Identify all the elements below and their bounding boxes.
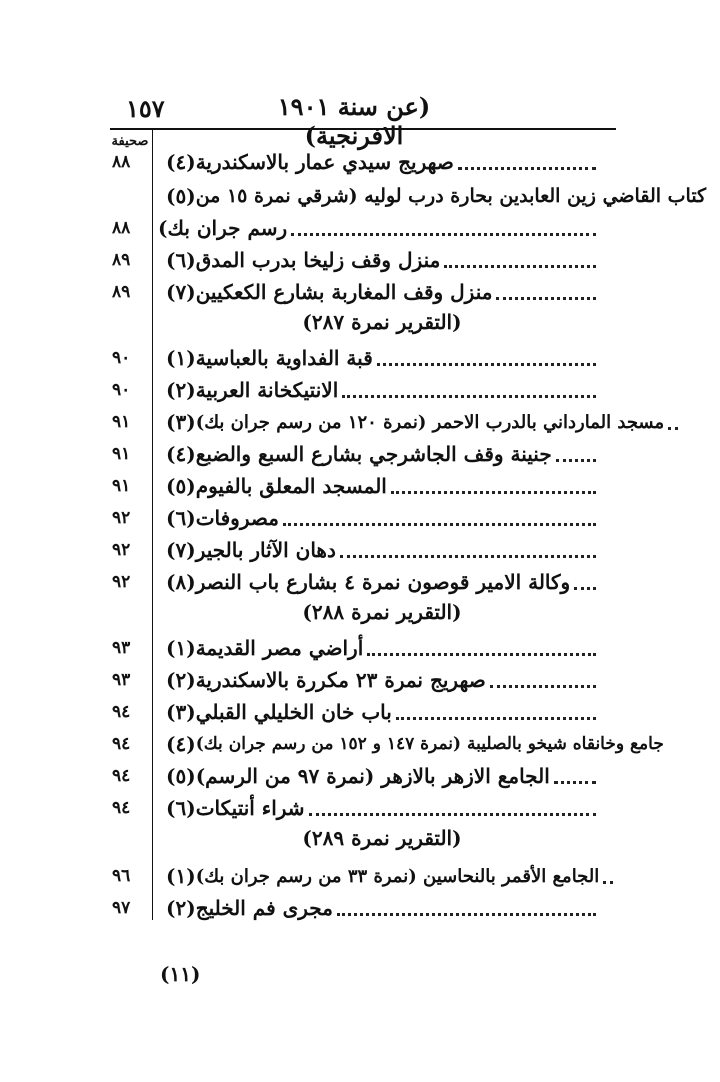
- dot-leader: [367, 641, 596, 656]
- entry-page: ٩٤: [112, 702, 131, 722]
- entry-page: ٩٢: [112, 508, 131, 528]
- entry-page: ٩٤: [112, 734, 131, 754]
- entry-title: شراء أنتيكات: [195, 796, 305, 820]
- entry-page: ٩١: [112, 476, 131, 496]
- toc-entry: [112, 792, 604, 824]
- signature-mark: (١١): [160, 962, 201, 986]
- page-column-label: صحيفة: [111, 134, 149, 149]
- toc-entry: [112, 470, 604, 502]
- entry-page: ٩٤: [112, 766, 131, 786]
- dot-leader: [377, 351, 596, 366]
- toc-entry: [112, 276, 604, 308]
- entry-title: الجامع الازهر بالازهر (نمرة ٩٧ من الرسم): [195, 764, 550, 788]
- entry-title: جامع وخانقاه شيخو بالصليبة (نمرة ١٤٧ و ١٥٢ من رسم جران بك): [195, 734, 664, 754]
- entry-title: مصروفات: [195, 506, 279, 530]
- dot-leader: [291, 221, 596, 236]
- entry-number: (١): [166, 636, 196, 660]
- dot-leader: [574, 575, 596, 590]
- entry-number: (٥): [166, 474, 196, 498]
- entry-title: قبة الفداوية بالعباسية: [195, 346, 373, 370]
- entry-number: (٤): [166, 442, 196, 466]
- entry-number: (٥): [166, 764, 196, 788]
- toc-entry: [112, 180, 707, 212]
- section-heading-289: (التقرير نمرة ٢٨٩): [302, 826, 462, 850]
- toc-entry-continued: [112, 212, 604, 244]
- dot-leader: [309, 801, 596, 816]
- entry-number: (٤): [166, 732, 196, 756]
- entry-number: (٧): [166, 280, 196, 304]
- dot-leader: [342, 383, 596, 398]
- entry-number: (٨): [166, 570, 196, 594]
- dot-leader: [556, 447, 596, 462]
- dot-leader: [496, 285, 596, 300]
- entry-title: صهريج نمرة ٢٣ مكررة بالاسكندرية: [195, 668, 486, 692]
- entry-page: ٩١: [112, 444, 131, 464]
- dot-leader: [668, 415, 678, 430]
- dot-leader: [391, 479, 596, 494]
- toc-entry: [112, 566, 604, 598]
- entry-title: رسم جران بك): [158, 216, 288, 240]
- dot-leader: [337, 901, 596, 916]
- entry-title: باب خان الخليلي القبلي: [195, 700, 392, 724]
- header-rule: [110, 128, 616, 130]
- entry-number: (٦): [166, 506, 196, 530]
- dot-leader: [458, 155, 596, 170]
- dot-leader: [444, 253, 596, 268]
- entry-number: (١): [166, 864, 196, 888]
- dot-leader: [283, 511, 596, 526]
- entry-title: منزل وقف المغاربة بشارع الكعكيين: [195, 280, 493, 304]
- entry-title: الجامع الأقمر بالنحاسين (نمرة ٣٣ من رسم جران بك): [195, 865, 600, 887]
- entry-title: مسجد المارداني بالدرب الاحمر (نمرة ١٢٠ من رسم جران بك): [195, 411, 665, 433]
- toc-entry: [112, 892, 604, 924]
- entry-number: (٣): [166, 410, 196, 434]
- entry-page: ٩١: [112, 412, 131, 432]
- toc-entry: [112, 696, 604, 728]
- entry-number: (٧): [166, 538, 196, 562]
- entry-page: ٩٤: [112, 798, 131, 818]
- toc-entry: [112, 406, 665, 438]
- dot-leader: [396, 705, 596, 720]
- entry-title: جنينة وقف الجاشرجي بشارع السبع والضبع: [195, 442, 552, 466]
- toc-entry: [112, 760, 604, 792]
- entry-page: ٨٩: [112, 282, 131, 302]
- entry-title: المسجد المعلق بالفيوم: [195, 474, 387, 498]
- entry-title: أراضي مصر القديمة: [195, 636, 364, 660]
- section-heading-287: (التقرير نمرة ٢٨٧): [302, 310, 462, 334]
- entry-page: ٩٠: [112, 348, 131, 368]
- entry-page: ٨٨: [112, 218, 131, 238]
- toc-entry: [112, 244, 604, 276]
- entry-page: ٩٣: [112, 638, 131, 658]
- running-head: (عن سنة ١٩٠١ الافرنجية): [277, 92, 431, 150]
- entry-number: (٣): [166, 700, 196, 724]
- toc-entry: [112, 146, 604, 178]
- toc-entry: [112, 860, 604, 892]
- entry-title: دهان الآثار بالجير: [195, 538, 336, 562]
- entry-number: (٤): [166, 150, 196, 174]
- entry-title: منزل وقف زليخا بدرب المدق: [195, 248, 441, 272]
- toc-entry: [112, 502, 604, 534]
- entry-number: (١): [166, 346, 196, 370]
- entry-number: (٢): [166, 378, 196, 402]
- entry-title: كتاب القاضي زين العابدين بحارة درب لوليه (شرقي نمرة ١٥ من: [195, 185, 707, 207]
- entry-page: ٨٨: [112, 152, 131, 172]
- entry-number: (٢): [166, 896, 196, 920]
- entry-page: ٩٧: [112, 898, 131, 918]
- entry-title: مجرى فم الخليج: [195, 896, 333, 920]
- entry-number: (٥): [166, 184, 196, 208]
- entry-page: ٩٣: [112, 670, 131, 690]
- entry-page: ٩٢: [112, 540, 131, 560]
- toc-entry: [112, 664, 604, 696]
- toc-entry: [112, 632, 604, 664]
- entry-number: (٦): [166, 796, 196, 820]
- toc-entry: [112, 342, 604, 374]
- entry-page: ٩٢: [112, 572, 131, 592]
- toc-entry: [112, 438, 604, 470]
- toc-entry: [112, 534, 604, 566]
- dot-leader: [554, 769, 596, 784]
- toc-entry: [112, 728, 664, 760]
- section-heading-288: (التقرير نمرة ٢٨٨): [302, 600, 462, 624]
- toc-entry: [112, 374, 604, 406]
- dot-leader: [490, 673, 596, 688]
- entry-page: ٩٦: [112, 866, 131, 886]
- entry-page: ٨٩: [112, 250, 131, 270]
- entry-number: (٦): [166, 248, 196, 272]
- entry-title: وكالة الامير قوصون نمرة ٤ بشارع باب النصر: [195, 570, 571, 594]
- dot-leader: [603, 869, 613, 884]
- entry-title: الانتيكخانة العربية: [195, 378, 339, 402]
- entry-title: صهريج سيدي عمار بالاسكندرية: [195, 150, 454, 174]
- entry-page: ٩٠: [112, 380, 131, 400]
- page-number: ١٥٧: [126, 94, 165, 123]
- dot-leader: [340, 543, 596, 558]
- entry-number: (٢): [166, 668, 196, 692]
